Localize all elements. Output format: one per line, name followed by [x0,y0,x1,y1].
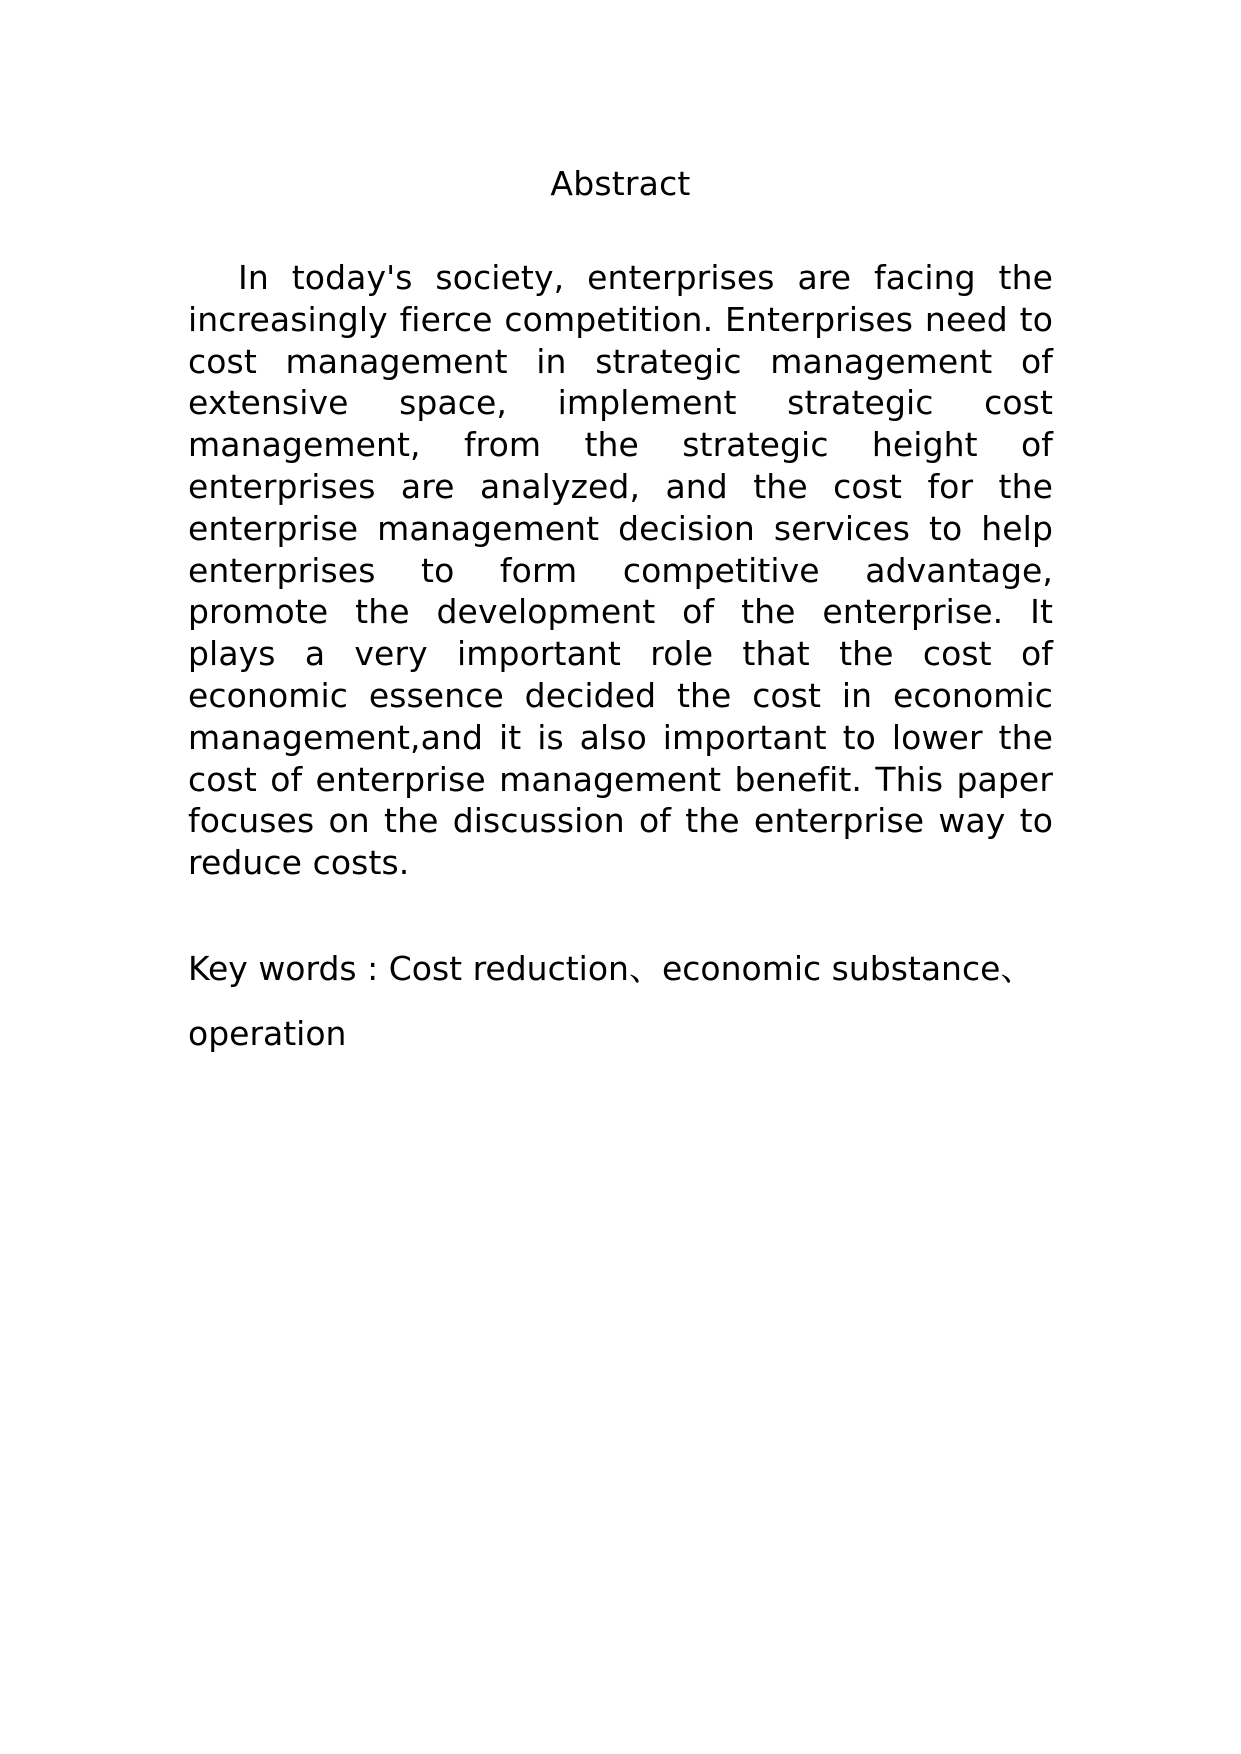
abstract-body: In today's society, enterprises are facing the increasingly fierce competition. Enterprises need to cost management in strategic management of extensive space, implement strategic cost management, from the strategic height of enterprises are analyzed, and the cost for the enterprise management decision services to help enterprises to form competitive advantage, promote the development of the enterprise. It plays a very important role that the cost of economic essence decided the cost in economic management,and it is also important to lower the cost of enterprise management benefit. This paper focuses on the discussion of the enterprise way to reduce costs. [188,258,1053,883]
keywords-label: Key words : [188,949,389,988]
abstract-title: Abstract [550,164,691,203]
keyword-item: Cost reduction、 [388,949,662,988]
keyword-item: operation [188,1014,347,1053]
keyword-item: economic substance、 [661,949,1034,988]
keywords-line [188,936,1053,1066]
